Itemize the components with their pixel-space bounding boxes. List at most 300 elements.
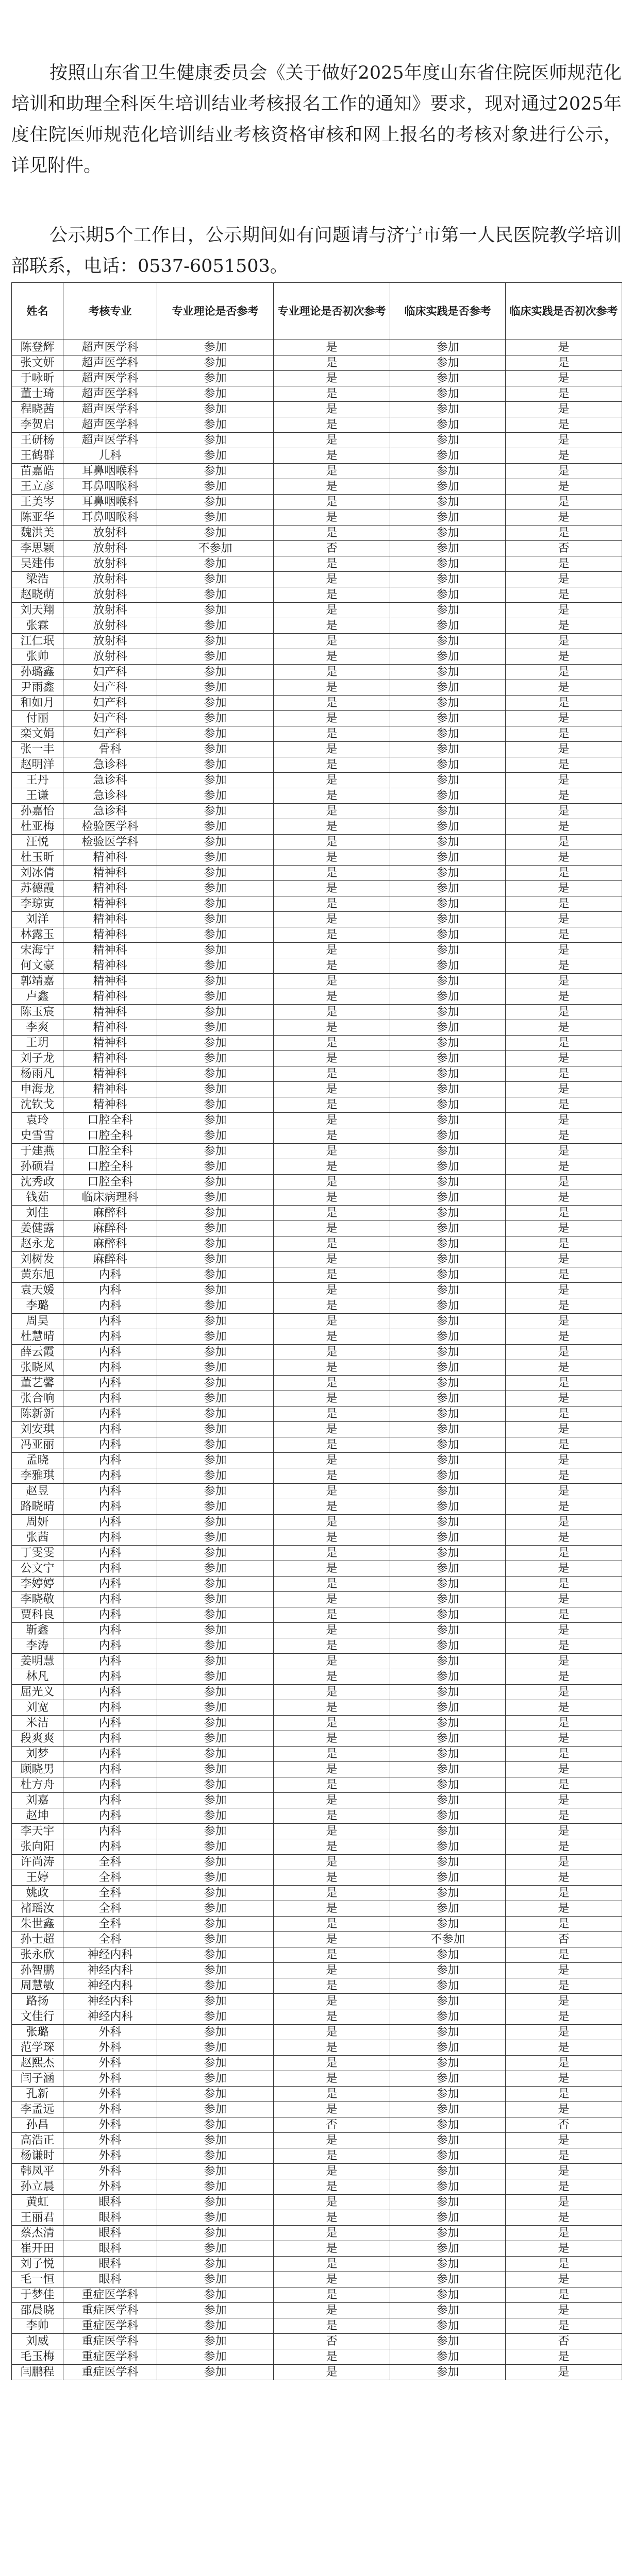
cell-clinical-attend: 参加	[390, 958, 506, 974]
cell-name: 丁雯雯	[12, 1546, 63, 1561]
cell-major: 急诊科	[63, 804, 157, 819]
cell-theory-first: 是	[274, 819, 390, 835]
table-row	[12, 726, 622, 742]
cell-theory-first: 是	[274, 1097, 390, 1113]
cell-clinical-first: 是	[506, 1376, 622, 1391]
cell-clinical-attend: 参加	[390, 696, 506, 711]
cell-name: 赵明洋	[12, 757, 63, 773]
cell-theory-attend: 参加	[157, 1963, 274, 1978]
table-row	[12, 587, 622, 603]
cell-theory-attend: 参加	[157, 1592, 274, 1607]
cell-clinical-attend: 参加	[390, 1669, 506, 1685]
cell-major: 眼科	[63, 2195, 157, 2210]
cell-clinical-first: 是	[506, 1484, 622, 1499]
cell-name: 王婷	[12, 1870, 63, 1886]
table-row	[12, 1206, 622, 1221]
cell-major: 妇产科	[63, 665, 157, 680]
table-row	[12, 1236, 622, 1252]
cell-clinical-first: 是	[506, 1669, 622, 1685]
cell-clinical-attend: 参加	[390, 726, 506, 742]
cell-clinical-first: 是	[506, 804, 622, 819]
cell-theory-first: 是	[274, 2056, 390, 2071]
cell-major: 全科	[63, 1932, 157, 1947]
cell-clinical-first: 是	[506, 1839, 622, 1855]
cell-name: 姜明慧	[12, 1654, 63, 1669]
cell-name: 张合响	[12, 1391, 63, 1406]
table-row	[12, 1190, 622, 1206]
cell-theory-first: 是	[274, 1839, 390, 1855]
cell-major: 内科	[63, 1499, 157, 1515]
cell-clinical-attend: 参加	[390, 1267, 506, 1283]
cell-clinical-attend: 参加	[390, 1314, 506, 1329]
cell-clinical-attend: 参加	[390, 2148, 506, 2164]
table-row	[12, 1716, 622, 1731]
cell-theory-first: 是	[274, 340, 390, 355]
table-row	[12, 881, 622, 896]
table-row	[12, 804, 622, 819]
table-row	[12, 2179, 622, 2195]
table-row	[12, 896, 622, 912]
cell-theory-attend: 参加	[157, 1669, 274, 1685]
table-row	[12, 1252, 622, 1267]
cell-clinical-attend: 参加	[390, 355, 506, 371]
cell-name: 苗嘉皓	[12, 464, 63, 479]
cell-clinical-attend: 参加	[390, 1128, 506, 1144]
cell-clinical-attend: 参加	[390, 649, 506, 665]
cell-clinical-attend: 参加	[390, 2318, 506, 2334]
cell-clinical-first: 是	[506, 2087, 622, 2102]
cell-theory-attend: 参加	[157, 1762, 274, 1777]
cell-clinical-attend: 参加	[390, 866, 506, 881]
cell-clinical-attend: 参加	[390, 2241, 506, 2257]
cell-theory-first: 是	[274, 2087, 390, 2102]
cell-name: 黄东旭	[12, 1267, 63, 1283]
cell-theory-attend: 参加	[157, 355, 274, 371]
cell-theory-first: 是	[274, 649, 390, 665]
cell-major: 精神科	[63, 1066, 157, 1082]
cell-major: 内科	[63, 1283, 157, 1298]
cell-name: 李思颖	[12, 541, 63, 556]
cell-major: 外科	[63, 2148, 157, 2164]
cell-theory-first: 是	[274, 556, 390, 572]
cell-major: 精神科	[63, 1005, 157, 1020]
cell-theory-first: 是	[274, 2102, 390, 2117]
table-row	[12, 1747, 622, 1762]
cell-major: 放射科	[63, 603, 157, 618]
cell-theory-first: 是	[274, 943, 390, 958]
table-row	[12, 1499, 622, 1515]
cell-clinical-attend: 参加	[390, 603, 506, 618]
cell-clinical-attend: 参加	[390, 850, 506, 866]
table-row	[12, 556, 622, 572]
cell-clinical-first: 是	[506, 989, 622, 1005]
cell-name: 张文妍	[12, 355, 63, 371]
cell-major: 内科	[63, 1685, 157, 1700]
cell-name: 段爽爽	[12, 1731, 63, 1747]
cell-clinical-first: 是	[506, 1886, 622, 1901]
cell-clinical-first: 是	[506, 2349, 622, 2365]
table-row	[12, 402, 622, 417]
cell-clinical-attend: 参加	[390, 1468, 506, 1484]
cell-clinical-attend: 参加	[390, 1422, 506, 1437]
cell-clinical-first: 是	[506, 1422, 622, 1437]
cell-theory-first: 是	[274, 2040, 390, 2056]
cell-name: 米洁	[12, 1716, 63, 1731]
cell-clinical-first: 是	[506, 2102, 622, 2117]
cell-name: 杜玉昕	[12, 850, 63, 866]
cell-name: 孙硕岩	[12, 1159, 63, 1175]
cell-theory-attend: 参加	[157, 603, 274, 618]
cell-clinical-attend: 参加	[390, 943, 506, 958]
cell-theory-first: 是	[274, 1036, 390, 1051]
cell-major: 内科	[63, 1391, 157, 1406]
cell-name: 张晓风	[12, 1360, 63, 1376]
cell-major: 放射科	[63, 556, 157, 572]
table-row	[12, 355, 622, 371]
table-row	[12, 1082, 622, 1097]
cell-theory-attend: 参加	[157, 2056, 274, 2071]
cell-theory-attend: 参加	[157, 1747, 274, 1762]
cell-theory-first: 是	[274, 1329, 390, 1345]
cell-name: 付丽	[12, 711, 63, 726]
cell-theory-first: 是	[274, 2148, 390, 2164]
cell-name: 申海龙	[12, 1082, 63, 1097]
cell-name: 赵永龙	[12, 1236, 63, 1252]
cell-theory-first: 是	[274, 1731, 390, 1747]
cell-theory-first: 是	[274, 2272, 390, 2287]
cell-theory-attend: 参加	[157, 1886, 274, 1901]
cell-clinical-first: 是	[506, 340, 622, 355]
cell-name: 卢鑫	[12, 989, 63, 1005]
cell-theory-first: 是	[274, 1855, 390, 1870]
cell-theory-attend: 参加	[157, 1221, 274, 1236]
cell-clinical-attend: 参加	[390, 1638, 506, 1654]
table-row	[12, 1638, 622, 1654]
cell-theory-attend: 参加	[157, 1530, 274, 1546]
table-row	[12, 634, 622, 649]
cell-clinical-attend: 参加	[390, 2071, 506, 2087]
cell-major: 外科	[63, 2179, 157, 2195]
cell-clinical-first: 是	[506, 2226, 622, 2241]
cell-major: 放射科	[63, 526, 157, 541]
cell-theory-first: 是	[274, 1206, 390, 1221]
table-row	[12, 526, 622, 541]
cell-name: 闫鹏程	[12, 2365, 63, 2380]
cell-major: 麻醉科	[63, 1206, 157, 1221]
cell-clinical-first: 是	[506, 1097, 622, 1113]
cell-name: 路晓晴	[12, 1499, 63, 1515]
cell-theory-attend: 参加	[157, 866, 274, 881]
cell-name: 刘宽	[12, 1700, 63, 1716]
cell-name: 张一丰	[12, 742, 63, 757]
cell-theory-attend: 参加	[157, 1515, 274, 1530]
cell-theory-first: 是	[274, 1144, 390, 1159]
table-row	[12, 1917, 622, 1932]
cell-major: 内科	[63, 1747, 157, 1762]
cell-theory-attend: 参加	[157, 2148, 274, 2164]
cell-name: 宋海宁	[12, 943, 63, 958]
cell-theory-first: 是	[274, 1638, 390, 1654]
cell-theory-attend: 参加	[157, 1345, 274, 1360]
cell-major: 精神科	[63, 1097, 157, 1113]
cell-theory-first: 是	[274, 1221, 390, 1236]
cell-clinical-first: 是	[506, 1190, 622, 1206]
cell-name: 褚瑶汝	[12, 1901, 63, 1917]
cell-theory-attend: 参加	[157, 1175, 274, 1190]
cell-name: 于建燕	[12, 1144, 63, 1159]
cell-theory-first: 是	[274, 1283, 390, 1298]
cell-clinical-first: 是	[506, 1144, 622, 1159]
cell-major: 耳鼻咽喉科	[63, 464, 157, 479]
cell-clinical-first: 是	[506, 556, 622, 572]
cell-clinical-attend: 参加	[390, 1793, 506, 1808]
cell-clinical-attend: 参加	[390, 464, 506, 479]
cell-theory-first: 是	[274, 417, 390, 433]
cell-name: 陈玉宸	[12, 1005, 63, 1020]
cell-theory-attend: 参加	[157, 1406, 274, 1422]
cell-clinical-first: 是	[506, 1314, 622, 1329]
cell-major: 耳鼻咽喉科	[63, 495, 157, 510]
cell-clinical-attend: 参加	[390, 1391, 506, 1406]
cell-theory-attend: 参加	[157, 989, 274, 1005]
cell-clinical-attend: 参加	[390, 1329, 506, 1345]
cell-theory-attend: 参加	[157, 1283, 274, 1298]
cell-clinical-attend: 参加	[390, 433, 506, 448]
cell-clinical-attend: 参加	[390, 402, 506, 417]
cell-theory-first: 是	[274, 2257, 390, 2272]
cell-theory-attend: 参加	[157, 1623, 274, 1638]
cell-theory-first: 是	[274, 1546, 390, 1561]
cell-theory-attend: 参加	[157, 1638, 274, 1654]
cell-theory-attend: 参加	[157, 649, 274, 665]
table-row	[12, 1932, 622, 1947]
table-row	[12, 1360, 622, 1376]
cell-name: 于梦佳	[12, 2287, 63, 2303]
cell-major: 精神科	[63, 927, 157, 943]
cell-clinical-first: 是	[506, 1236, 622, 1252]
cell-name: 崔开田	[12, 2241, 63, 2257]
cell-theory-first: 是	[274, 1870, 390, 1886]
cell-clinical-attend: 参加	[390, 1345, 506, 1360]
cell-clinical-first: 否	[506, 541, 622, 556]
table-row	[12, 2102, 622, 2117]
cell-major: 内科	[63, 1437, 157, 1453]
cell-clinical-first: 是	[506, 572, 622, 587]
table-row	[12, 912, 622, 927]
cell-theory-first: 是	[274, 1066, 390, 1082]
cell-name: 姜健露	[12, 1221, 63, 1236]
cell-name: 张向阳	[12, 1839, 63, 1855]
cell-clinical-attend: 参加	[390, 1082, 506, 1097]
cell-theory-attend: 参加	[157, 1437, 274, 1453]
table-body	[12, 340, 622, 2380]
cell-clinical-first: 是	[506, 2287, 622, 2303]
cell-name: 孙昌	[12, 2117, 63, 2133]
cell-clinical-first: 是	[506, 696, 622, 711]
cell-clinical-first: 是	[506, 1082, 622, 1097]
cell-name: 文佳行	[12, 2009, 63, 2025]
cell-theory-first: 是	[274, 1886, 390, 1901]
cell-name: 苏德霞	[12, 881, 63, 896]
cell-clinical-attend: 参加	[390, 881, 506, 896]
cell-clinical-attend: 参加	[390, 448, 506, 464]
cell-theory-attend: 参加	[157, 1113, 274, 1128]
cell-theory-first: 是	[274, 1406, 390, 1422]
cell-theory-attend: 参加	[157, 1808, 274, 1824]
cell-clinical-attend: 参加	[390, 2349, 506, 2365]
cell-name: 张帅	[12, 649, 63, 665]
cell-theory-first: 是	[274, 1020, 390, 1036]
table-row	[12, 2272, 622, 2287]
cell-clinical-attend: 参加	[390, 1561, 506, 1577]
cell-theory-first: 是	[274, 1963, 390, 1978]
cell-name: 毛玉梅	[12, 2349, 63, 2365]
cell-major: 急诊科	[63, 773, 157, 788]
cell-clinical-first: 是	[506, 1947, 622, 1963]
cell-name: 林露玉	[12, 927, 63, 943]
cell-name: 杜慧晴	[12, 1329, 63, 1345]
cell-clinical-first: 是	[506, 1824, 622, 1839]
cell-name: 王美岑	[12, 495, 63, 510]
cell-clinical-first: 是	[506, 2303, 622, 2318]
cell-clinical-first: 是	[506, 1963, 622, 1978]
table-row	[12, 1036, 622, 1051]
cell-clinical-first: 否	[506, 2334, 622, 2349]
cell-major: 骨科	[63, 742, 157, 757]
cell-clinical-attend: 参加	[390, 417, 506, 433]
table-row	[12, 2195, 622, 2210]
cell-clinical-attend: 参加	[390, 1870, 506, 1886]
cell-major: 眼科	[63, 2226, 157, 2241]
cell-clinical-attend: 参加	[390, 1283, 506, 1298]
cell-theory-first: 是	[274, 1623, 390, 1638]
cell-theory-first: 是	[274, 2349, 390, 2365]
table-row	[12, 2071, 622, 2087]
cell-theory-first: 是	[274, 355, 390, 371]
cell-name: 刘洋	[12, 912, 63, 927]
cell-clinical-first: 是	[506, 2365, 622, 2380]
cell-theory-first: 是	[274, 1777, 390, 1793]
cell-clinical-first: 是	[506, 2318, 622, 2334]
cell-clinical-first: 是	[506, 1530, 622, 1546]
cell-theory-first: 是	[274, 2241, 390, 2257]
cell-clinical-attend: 参加	[390, 1700, 506, 1716]
cell-clinical-first: 是	[506, 1592, 622, 1607]
cell-theory-attend: 参加	[157, 2303, 274, 2318]
cell-theory-attend: 参加	[157, 2133, 274, 2148]
cell-theory-attend: 参加	[157, 1484, 274, 1499]
cell-major: 口腔全科	[63, 1175, 157, 1190]
cell-major: 神经内科	[63, 1994, 157, 2009]
cell-theory-attend: 参加	[157, 1654, 274, 1669]
cell-major: 眼科	[63, 2210, 157, 2226]
cell-theory-attend: 参加	[157, 2164, 274, 2179]
cell-theory-first: 是	[274, 1236, 390, 1252]
cell-name: 李帅	[12, 2318, 63, 2334]
cell-clinical-attend: 参加	[390, 1221, 506, 1236]
cell-major: 超声医学科	[63, 433, 157, 448]
cell-theory-attend: 参加	[157, 2025, 274, 2040]
cell-clinical-attend: 参加	[390, 2009, 506, 2025]
cell-clinical-first: 是	[506, 1175, 622, 1190]
cell-theory-attend: 参加	[157, 526, 274, 541]
cell-theory-attend: 参加	[157, 1298, 274, 1314]
table-row	[12, 1005, 622, 1020]
cell-name: 张茜	[12, 1530, 63, 1546]
header-clinical-attend: 临床实践是否参考	[390, 283, 506, 340]
table-row	[12, 1484, 622, 1499]
cell-major: 精神科	[63, 1051, 157, 1066]
cell-name: 何文豪	[12, 958, 63, 974]
cell-major: 麻醉科	[63, 1221, 157, 1236]
table-row	[12, 2009, 622, 2025]
cell-theory-attend: 参加	[157, 974, 274, 989]
cell-name: 钱茹	[12, 1190, 63, 1206]
cell-theory-first: 是	[274, 788, 390, 804]
cell-clinical-first: 是	[506, 1437, 622, 1453]
cell-name: 王谦	[12, 788, 63, 804]
cell-name: 刘威	[12, 2334, 63, 2349]
cell-clinical-first: 是	[506, 448, 622, 464]
cell-clinical-first: 是	[506, 1267, 622, 1283]
cell-major: 重症医学科	[63, 2287, 157, 2303]
cell-clinical-attend: 参加	[390, 1298, 506, 1314]
cell-theory-attend: 参加	[157, 2179, 274, 2195]
table-row	[12, 618, 622, 634]
table-row	[12, 2025, 622, 2040]
cell-theory-first: 是	[274, 1901, 390, 1917]
cell-name: 赵昱	[12, 1484, 63, 1499]
cell-clinical-attend: 参加	[390, 1994, 506, 2009]
cell-theory-attend: 参加	[157, 1314, 274, 1329]
cell-major: 内科	[63, 1731, 157, 1747]
cell-name: 袁玲	[12, 1113, 63, 1128]
cell-clinical-first: 是	[506, 479, 622, 495]
table-row	[12, 603, 622, 618]
cell-clinical-first: 是	[506, 526, 622, 541]
cell-theory-attend: 参加	[157, 1793, 274, 1808]
cell-theory-first: 是	[274, 2303, 390, 2318]
cell-major: 外科	[63, 2071, 157, 2087]
table-row	[12, 1267, 622, 1283]
cell-theory-attend: 参加	[157, 1577, 274, 1592]
cell-name: 刘嘉	[12, 1793, 63, 1808]
cell-name: 孙智鹏	[12, 1963, 63, 1978]
cell-theory-first: 否	[274, 2334, 390, 2349]
cell-theory-attend: 参加	[157, 1206, 274, 1221]
cell-theory-first: 是	[274, 1700, 390, 1716]
cell-theory-first: 是	[274, 1345, 390, 1360]
cell-theory-first: 是	[274, 1824, 390, 1839]
cell-theory-attend: 参加	[157, 1376, 274, 1391]
cell-major: 外科	[63, 2102, 157, 2117]
cell-name: 靳鑫	[12, 1623, 63, 1638]
cell-name: 李雅琪	[12, 1468, 63, 1484]
table-row	[12, 1855, 622, 1870]
cell-clinical-attend: 参加	[390, 1963, 506, 1978]
cell-major: 口腔全科	[63, 1159, 157, 1175]
table-row	[12, 2133, 622, 2148]
header-theory-attend: 专业理论是否参考	[157, 283, 274, 340]
cell-major: 重症医学科	[63, 2334, 157, 2349]
table-row	[12, 2349, 622, 2365]
cell-theory-attend: 参加	[157, 773, 274, 788]
cell-clinical-first: 是	[506, 2133, 622, 2148]
cell-major: 眼科	[63, 2272, 157, 2287]
cell-theory-attend: 参加	[157, 1499, 274, 1515]
cell-name: 江仁珉	[12, 634, 63, 649]
cell-clinical-attend: 不参加	[390, 1932, 506, 1947]
